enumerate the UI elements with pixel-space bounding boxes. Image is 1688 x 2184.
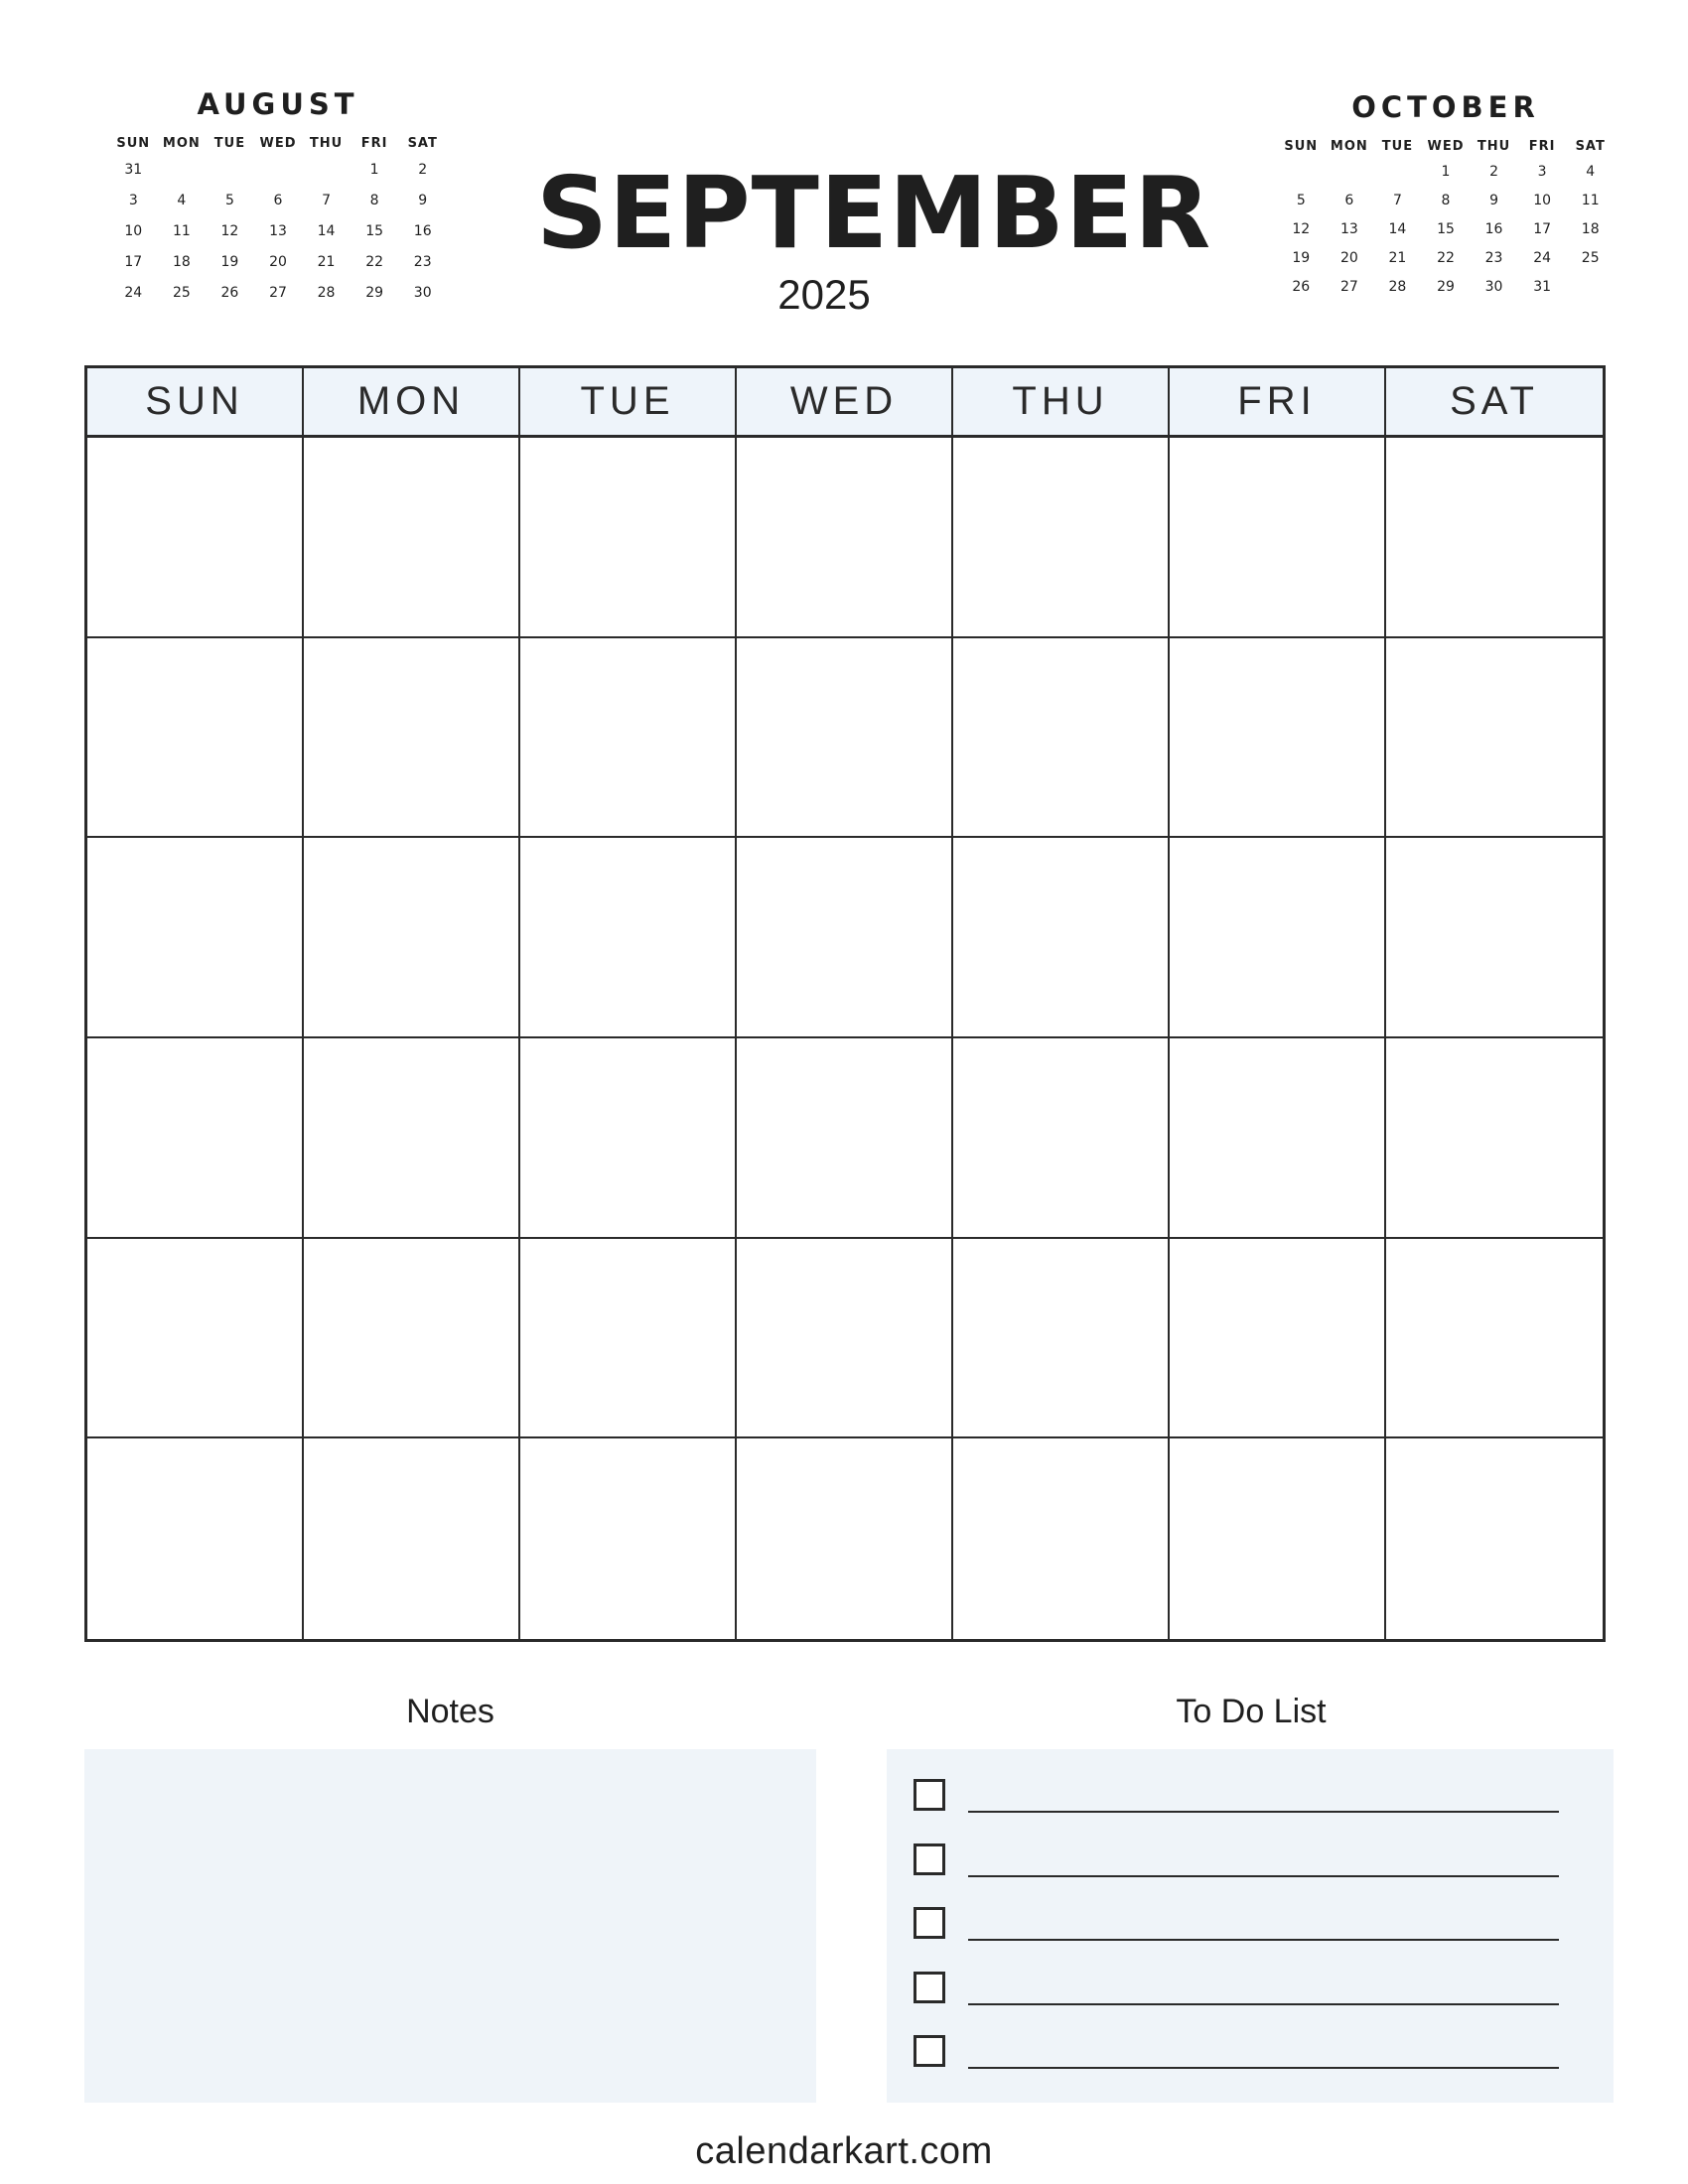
mini-day: 21	[317, 254, 336, 270]
mini-day: 26	[1292, 279, 1311, 295]
mini-weekday: SUN	[116, 136, 151, 151]
day-cell[interactable]	[1170, 838, 1386, 1038]
day-cell[interactable]	[1170, 1038, 1386, 1239]
notes-area[interactable]	[84, 1749, 816, 2103]
day-cell[interactable]	[1170, 638, 1386, 839]
day-cell[interactable]	[520, 438, 737, 638]
mini-calendar-title: OCTOBER	[1351, 90, 1540, 124]
mini-weekday: WED	[259, 136, 297, 151]
todo-write-line[interactable]	[968, 2003, 1559, 2005]
mini-day: 9	[418, 193, 428, 208]
day-cell[interactable]	[87, 1438, 304, 1639]
mini-weekday: MON	[1330, 139, 1368, 154]
mini-calendar-august	[109, 85, 447, 309]
day-cell[interactable]	[520, 1438, 737, 1639]
mini-day: 18	[172, 254, 191, 270]
month-title: SEPTEMBER	[536, 155, 1212, 271]
day-cell[interactable]	[1386, 1239, 1603, 1439]
mini-day: 12	[1292, 221, 1311, 237]
day-cell[interactable]	[520, 1239, 737, 1439]
mini-day: 23	[413, 254, 432, 270]
mini-day: 19	[220, 254, 239, 270]
mini-weekday: TUE	[213, 136, 246, 151]
mini-day: 16	[413, 223, 432, 239]
day-cell[interactable]	[87, 838, 304, 1038]
mini-weekday: SAT	[1575, 139, 1606, 154]
mini-day: 4	[177, 193, 187, 208]
mini-weekday: FRI	[1528, 139, 1556, 154]
todo-list	[887, 1749, 1614, 2103]
mini-day: 19	[1292, 250, 1311, 266]
day-cell[interactable]	[1386, 638, 1603, 839]
day-cell[interactable]	[953, 1438, 1170, 1639]
mini-day: 25	[1581, 250, 1600, 266]
mini-day	[1373, 158, 1422, 187]
mini-day	[1326, 158, 1374, 187]
month-calendar-grid	[84, 365, 1606, 1642]
mini-day: 3	[1537, 164, 1547, 180]
day-cell[interactable]	[304, 838, 520, 1038]
mini-day: 8	[1441, 193, 1451, 208]
mini-day: 31	[124, 162, 143, 178]
mini-day: 30	[413, 285, 432, 301]
mini-day: 7	[1392, 193, 1402, 208]
mini-day: 10	[1533, 193, 1552, 208]
todo-item	[914, 1779, 1569, 1815]
todo-item	[914, 1907, 1569, 1943]
mini-day: 20	[269, 254, 287, 270]
mini-day: 8	[369, 193, 379, 208]
mini-day: 7	[322, 193, 332, 208]
weekday-header: THU	[953, 368, 1170, 438]
day-cell[interactable]	[1170, 1438, 1386, 1639]
mini-calendar-title: AUGUST	[197, 87, 359, 121]
year-label: 2025	[777, 271, 871, 318]
day-cell[interactable]	[737, 1239, 953, 1439]
todo-item	[914, 1843, 1569, 1879]
day-cell[interactable]	[304, 1239, 520, 1439]
mini-day: 11	[172, 223, 191, 239]
weekday-header: TUE	[520, 368, 737, 438]
todo-write-line[interactable]	[968, 1811, 1559, 1813]
mini-weekday: SUN	[1284, 139, 1319, 154]
mini-day: 1	[369, 162, 379, 178]
mini-day: 30	[1484, 279, 1503, 295]
mini-weekday: THU	[309, 136, 344, 151]
mini-day: 28	[317, 285, 336, 301]
mini-calendar-grid	[1277, 136, 1615, 302]
mini-day: 16	[1484, 221, 1503, 237]
mini-day: 21	[1388, 250, 1407, 266]
todo-checkbox[interactable]	[914, 1779, 945, 1811]
mini-day: 1	[1441, 164, 1451, 180]
day-cell[interactable]	[737, 438, 953, 638]
day-cell[interactable]	[1170, 438, 1386, 638]
mini-day	[1566, 273, 1615, 302]
mini-day: 17	[1533, 221, 1552, 237]
mini-day: 22	[365, 254, 384, 270]
todo-item	[914, 2035, 1569, 2071]
mini-day	[302, 155, 351, 186]
mini-day: 13	[1339, 221, 1358, 237]
mini-day: 31	[1533, 279, 1552, 295]
mini-day: 14	[1388, 221, 1407, 237]
notes-label: Notes	[406, 1693, 494, 1730]
day-cell[interactable]	[737, 638, 953, 839]
mini-weekday: TUE	[1381, 139, 1414, 154]
mini-weekday: FRI	[360, 136, 388, 151]
day-cell[interactable]	[953, 638, 1170, 839]
mini-day: 2	[1489, 164, 1499, 180]
day-cell[interactable]	[1386, 438, 1603, 638]
mini-weekday: MON	[162, 136, 201, 151]
weekday-header: SUN	[87, 368, 304, 438]
day-cell[interactable]	[87, 638, 304, 839]
day-cell[interactable]	[304, 638, 520, 839]
day-cell[interactable]	[87, 1239, 304, 1439]
day-cell[interactable]	[953, 1239, 1170, 1439]
mini-day: 18	[1581, 221, 1600, 237]
mini-day: 4	[1586, 164, 1596, 180]
day-cell[interactable]	[737, 1038, 953, 1239]
weekday-header: MON	[304, 368, 520, 438]
todo-item	[914, 1972, 1569, 2007]
mini-day: 13	[269, 223, 287, 239]
mini-day: 5	[1296, 193, 1306, 208]
mini-calendar-grid	[109, 133, 447, 309]
mini-day: 29	[1437, 279, 1455, 295]
mini-weekday: THU	[1477, 139, 1511, 154]
mini-day: 23	[1484, 250, 1503, 266]
mini-day: 15	[1437, 221, 1455, 237]
mini-day: 29	[365, 285, 384, 301]
mini-day: 2	[418, 162, 428, 178]
mini-day: 20	[1339, 250, 1358, 266]
mini-day: 6	[273, 193, 283, 208]
weekday-header: FRI	[1170, 368, 1386, 438]
todo-write-line[interactable]	[968, 2067, 1559, 2069]
day-cell[interactable]	[304, 1038, 520, 1239]
mini-day: 15	[365, 223, 384, 239]
day-cell[interactable]	[87, 438, 304, 638]
mini-day	[206, 155, 254, 186]
todo-checkbox[interactable]	[914, 1972, 945, 2003]
todo-label: To Do List	[1176, 1693, 1327, 1730]
todo-checkbox[interactable]	[914, 1907, 945, 1939]
day-cell[interactable]	[737, 838, 953, 1038]
day-cell[interactable]	[953, 838, 1170, 1038]
day-cell[interactable]	[520, 1038, 737, 1239]
mini-day: 3	[128, 193, 138, 208]
mini-day: 27	[269, 285, 287, 301]
day-cell[interactable]	[737, 1438, 953, 1639]
mini-day	[254, 155, 303, 186]
mini-day: 6	[1344, 193, 1354, 208]
mini-day: 17	[124, 254, 143, 270]
mini-calendar-october	[1277, 88, 1615, 302]
day-cell[interactable]	[1386, 1038, 1603, 1239]
day-cell[interactable]	[520, 638, 737, 839]
mini-day: 11	[1581, 193, 1600, 208]
todo-checkbox[interactable]	[914, 2035, 945, 2067]
mini-day: 5	[224, 193, 234, 208]
day-cell[interactable]	[520, 838, 737, 1038]
day-cell[interactable]	[87, 1038, 304, 1239]
day-cell[interactable]	[1386, 838, 1603, 1038]
mini-day: 14	[317, 223, 336, 239]
mini-day: 24	[124, 285, 143, 301]
footer-site-name: calendarkart.com	[695, 2130, 993, 2172]
mini-day: 25	[172, 285, 191, 301]
day-cell[interactable]	[1386, 1438, 1603, 1639]
mini-weekday: SAT	[407, 136, 438, 151]
mini-day: 9	[1489, 193, 1499, 208]
mini-day: 26	[220, 285, 239, 301]
day-cell[interactable]	[953, 438, 1170, 638]
mini-day: 12	[220, 223, 239, 239]
day-cell[interactable]	[304, 1438, 520, 1639]
mini-day: 10	[124, 223, 143, 239]
day-cell[interactable]	[1170, 1239, 1386, 1439]
todo-write-line[interactable]	[968, 1875, 1559, 1877]
day-cell[interactable]	[304, 438, 520, 638]
weekday-header: WED	[737, 368, 953, 438]
mini-day: 24	[1533, 250, 1552, 266]
mini-day: 28	[1388, 279, 1407, 295]
mini-day: 22	[1437, 250, 1455, 266]
mini-weekday: WED	[1427, 139, 1465, 154]
day-cell[interactable]	[953, 1038, 1170, 1239]
mini-day	[1277, 158, 1326, 187]
page-heading	[536, 155, 1212, 320]
weekday-header: SAT	[1386, 368, 1603, 438]
mini-day	[158, 155, 207, 186]
todo-checkbox[interactable]	[914, 1843, 945, 1875]
todo-write-line[interactable]	[968, 1939, 1559, 1941]
mini-day: 27	[1339, 279, 1358, 295]
